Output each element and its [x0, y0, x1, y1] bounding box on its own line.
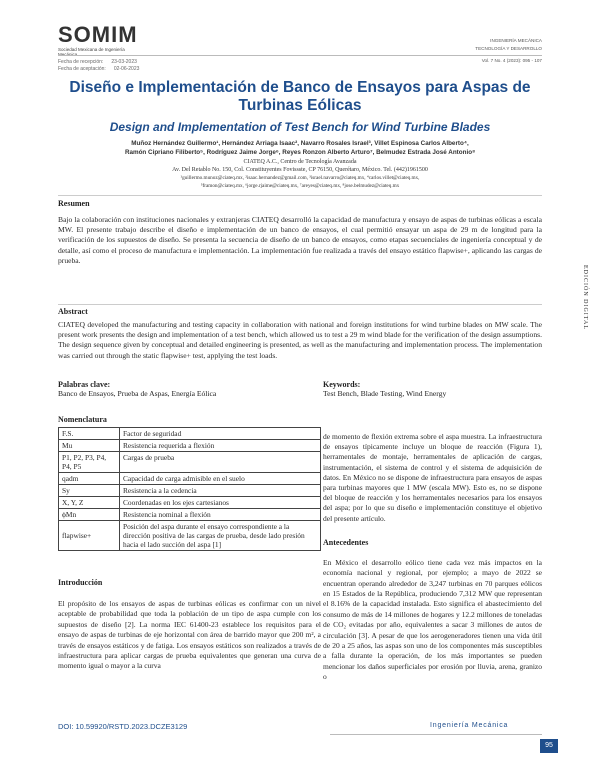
accepted-date: 02-06-2023 [113, 66, 140, 72]
intro-continuation-text: de momento de flexión extrema sobre el aspa muestra. La infraestructura de ensayos típicamente incluye un bloque de reacción (Figura 1), herramentales de montaje, herramentales de aplicación de cargas, instrumentación, el sistema de control y el sistema de adquisición de datos. En México no se dispone de infraestructura para ensayos de aspas para turbinas mayores que 1 MW (escala MW). Esto es, no se dispone del bloque de reacción y los herramentales necesarios para los ensayos del aspa; por lo que su diseño e implementación constituye el objetivo del presente artículo. [323, 432, 542, 523]
nomenclature-heading: Nomenclatura [58, 415, 107, 424]
resumen-rule [58, 195, 542, 196]
table-row [59, 521, 321, 551]
submission-dates [58, 59, 139, 73]
journal-logo [58, 22, 143, 57]
keywords-es-heading: Palabras clave: [58, 380, 111, 389]
table-row [59, 497, 321, 509]
abstract-section [58, 307, 542, 361]
nomenclature-section [58, 415, 321, 551]
doi-link[interactable]: DOI: 10.59920/RSTD.2023.DCZE3129 [58, 722, 188, 731]
nomenclature-symbol: ϕMn [59, 509, 120, 521]
authors-line-1: Muñoz Hernández Guillermo¹, Hernández Arriaga Isaac², Navarro Rosales Israel³, Villet Espinosa Carlos Alberto⁴, [131, 140, 469, 147]
nomenclature-description: Factor de seguridad [120, 428, 321, 440]
volume-info: Vol. 7 No. 4 (2023): 095 - 107 [481, 58, 542, 63]
logo-text: SOMIM [58, 22, 138, 47]
abstract-rule [58, 304, 542, 305]
keywords-en [323, 380, 542, 399]
affiliation-line-4: ⁵framon@ciateq.mx, ⁶jorge.rjaime@ciateq.mx, ⁷areyes@ciateq.mx, ⁸jose.belmudez@ciateq.mx [200, 183, 400, 189]
introduction-heading: Introducción [58, 578, 103, 587]
keywords-es [58, 380, 308, 399]
abstract-heading: Abstract [58, 307, 88, 316]
keywords-en-heading: Keywords: [323, 380, 361, 389]
antecedentes-text: En México el desarrollo eólico tiene cada vez más impactos en la economía nacional y regional, por ejemplo; a mayo de 2022 se encuentran operando alrededor de 3,247 turbinas en 70 parques eólicos en 15 Estados de la República, produciendo 7,312 MW que representan el 8.16% de la capacidad instalada. Esto significa el abastecimiento del consumo de más de 14 millones de hogares y 12.2 millones de toneladas de CO₂ evitadas por año, equivalentes a sacar 3 millones de autos de circulación [3]. A pesar de que los aerogeneradores tienen una vida útil de 20 a 25 años, las aspas son uno de los componentes más susceptibles a falla durante la operación, de los más importantes se pueden mencionar los daños superficiales por erosión por lluvia, arena, granizo o [323, 557, 542, 682]
table-row [59, 452, 321, 473]
nomenclature-table [58, 427, 321, 551]
nomenclature-symbol: qadm [59, 473, 120, 485]
nomenclature-description: Coordenadas en los ejes cartesianos [120, 497, 321, 509]
nomenclature-symbol: Mu [59, 440, 120, 452]
page-number: 95 [540, 739, 558, 753]
nomenclature-symbol: Sy [59, 485, 120, 497]
journal-line-2: TECNOLOGÍA Y DESARROLLO [475, 46, 542, 51]
antecedentes-heading: Antecedentes [323, 537, 369, 547]
nomenclature-symbol: flapwise+ [59, 521, 120, 551]
received-date: 23-03-2023 [111, 59, 137, 65]
table-row [59, 485, 321, 497]
footer-divider [330, 734, 542, 735]
table-row [59, 428, 321, 440]
nomenclature-description: Posición del aspa durante el ensayo correspondiente a la dirección positiva de las cargas de prueba, desde lado presión hacia el lado succión del aspa [1] [120, 521, 321, 551]
nomenclature-symbol: F.S. [59, 428, 120, 440]
table-row [59, 440, 321, 452]
introduction-text: El propósito de los ensayos de aspas de turbinas eólicas es confirmar con un nivel aceptable de probabilidad que toda la población de un tipo de aspa cumple con los supuestos de diseño [2]. La norma IEC 61400-23 establece los requisitos para el ensayo de aspas de turbinas de eje horizontal con área de barrido mayor que 200 m², a través de ensayos estáticos y de fatiga. Los ensayos estáticos son realizados a través de infraestructura para aplicar cargas de prueba equivalentes que generan una curva de momento igual o mayor a la curva [58, 599, 321, 671]
table-row [59, 473, 321, 485]
keywords-es-text: Banco de Ensayos, Prueba de Aspas, Energía Eólica [58, 389, 217, 398]
table-row [59, 509, 321, 521]
nomenclature-description: Resistencia nominal a flexión [120, 509, 321, 521]
affiliation-line-1: CIATEQ A.C., Centro de Tecnología Avanzada [243, 159, 357, 165]
nomenclature-description: Resistencia a la cedencia [120, 485, 321, 497]
nomenclature-description: Capacidad de carga admisible en el suelo [120, 473, 321, 485]
title-spanish: Diseño e Implementación de Banco de Ensayos para Aspas de Turbinas Eólicas [69, 79, 531, 114]
right-column [323, 432, 542, 683]
footer-journal-name: Ingeniería Mecánica [430, 722, 509, 729]
affiliation [60, 158, 540, 190]
journal-line-1: INGENIERÍA MECÁNICA [490, 38, 542, 43]
accepted-label: Fecha de aceptación: [58, 66, 106, 72]
abstract-text: CIATEQ developed the manufacturing and testing capacity in collaboration with national and foreign institutions for wind turbine blades on MW scale. The present work presents the design and implementation of a test bench, which allowed us to test a 29 m wind blade for the verification of the design assumptions. The design sequence given by conceptual and detailed engineering is presented, as well as the manufacturing and implementation process. The implementation was carried out through the static flapwise+ test, applying the test loads. [58, 320, 542, 360]
edition-side-label: EDICIÓN DIGITAL [582, 264, 588, 330]
nomenclature-description: Cargas de prueba [120, 452, 321, 473]
title-english: Design and Implementation of Test Bench for Wind Turbine Blades [109, 120, 491, 134]
nomenclature-description: Resistencia requerida a flexión [120, 440, 321, 452]
nomenclature-symbol: P1, P2, P3, P4, P4, P5 [59, 452, 120, 473]
author-list [60, 139, 540, 157]
affiliation-line-2: Av. Del Retablo No. 150, Col. Constituyentes Fovissste, CP 76150, Querétaro, México. Tel. (442)1961500 [172, 167, 428, 173]
resumen-section [58, 199, 542, 266]
header-divider [58, 55, 542, 56]
keywords-en-text: Test Bench, Blade Testing, Wind Energy [323, 389, 447, 398]
resumen-heading: Resumen [58, 199, 90, 208]
nomenclature-symbol: X, Y, Z [59, 497, 120, 509]
authors-line-2: Ramón Cipriano Filiberto⁵, Rodríguez Jaime Jorge⁶, Reyes Ronzon Alberto Arturo⁷, Belmudez Estrada José Antonio⁸ [124, 149, 476, 156]
received-label: Fecha de recepción: [58, 59, 104, 65]
logo-subtitle: Sociedad Mexicana de Ingeniería [58, 47, 125, 52]
introduction-section [58, 578, 321, 672]
resumen-text: Bajo la colaboración con instituciones nacionales y extranjeras CIATEQ desarrolló la capacidad de manufactura y ensayo de aspas de turbinas eólicas a escala MW. El presente trabajo describe el diseño e implementación de un banco de ensayos, el cual permitió ensayar un aspa de 29 m de longitud para la verificación de los supuestos de diseño. Se presenta la secuencia de diseño de un banco de ensayos, como etapas secuenciales de ingeniería conceptual y de detalle, así como el proceso de manufactura e implementación. La implementación fue realizada a través del ensayo estático flapwise+, aplicando las cargas de prueba. [58, 215, 542, 265]
affiliation-line-3: ¹guillermo.munoz@ciateq.mx, ²isaac.hernandez@gmail.com, ³israel.navarro@ciateq.mx, ⁴carlos.villet@ciateq.mx, [180, 175, 420, 181]
journal-name [475, 37, 542, 53]
